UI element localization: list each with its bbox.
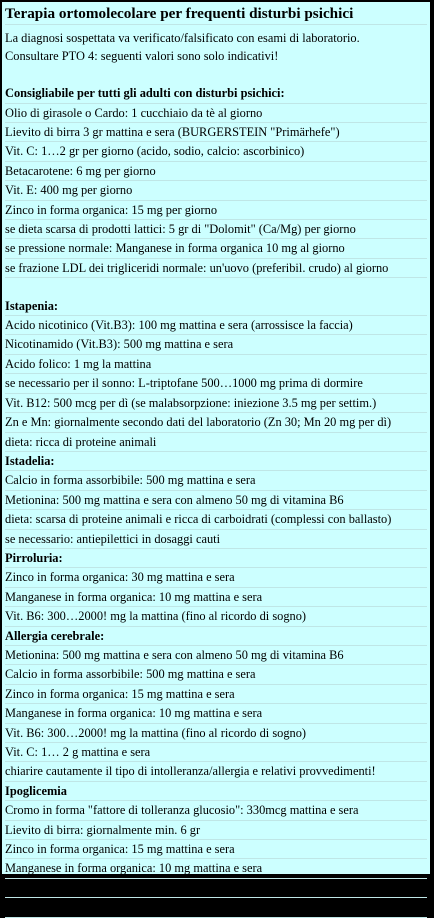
divider — [5, 24, 427, 25]
list-item: Zn e Mn: giornalmente secondo dati del laboratorio (Zn 30; Mn 20 mg per dì) — [5, 415, 392, 430]
sections-container — [2, 84, 430, 917]
section-heading: Allergia cerebrale: — [5, 628, 105, 643]
list-item: Multivitamine: a basso dosaggio preferibilmente senza rame — [5, 880, 305, 895]
list-item: chiarire cautamente il tipo di intolleranza/allergia e relativi provvedimenti! — [5, 764, 376, 779]
list-item: Vit. C: 1… 2 g mattina e sera — [5, 745, 151, 759]
section-heading: Istapenia: — [5, 298, 59, 313]
list-item: Zinco in forma organica: 15 mg per giorno — [5, 202, 218, 217]
list-item: Vit. C: 1…2 gr per giorno (acido, sodio, calcio: ascorbinico) — [5, 144, 305, 159]
list-item: se frazione LDL dei trigliceridi normale: un'uovo (preferibil. crudo) al giorno — [5, 260, 389, 275]
list-item: Lievito di birra: giornalmente min. 6 gr — [5, 822, 201, 837]
list-item: Nicotinamido (Vit.B3): 500 mg mattina e sera — [5, 337, 234, 352]
list-item: Manganese in forma organica: 10 mg mattina e sera — [5, 589, 263, 604]
list-item: se dieta scarsa di prodotti lattici: 5 gr di "Dolomit" (Ca/Mg) per giorno — [5, 222, 356, 237]
list-item: Metionina: 500 mg mattina e sera con almeno 50 mg di vitamina B6 — [5, 647, 344, 662]
list-item: Cromo in forma "fattore di tolleranza glucosio": 330mcg mattina e sera — [5, 803, 359, 818]
list-item: Betacarotene: 6 mg per giorno — [5, 163, 156, 178]
list-item: Olio di girasole o Cardo: 1 cucchiaio da tè al giorno — [5, 105, 263, 120]
list-item: Calcio in forma assorbibile: 500 mg mattina e sera — [5, 473, 256, 488]
section-heading: Pirroluria: — [5, 550, 63, 565]
page-title: Terapia ortomolecolare per frequenti disturbi psichici — [5, 5, 354, 22]
section-heading: Ipoglicemia — [5, 783, 67, 798]
intro-line: Consultare PTO 4: seguenti valori sono solo indicativi! — [5, 49, 279, 64]
therapy-panel — [2, 2, 430, 915]
intro-line: La diagnosi sospettata va verificato/falsificato con esami di laboratorio. — [5, 31, 360, 45]
list-item: Zinco in forma organica: 15 mg mattina e sera — [5, 842, 235, 857]
list-item: Zinco in forma organica: 30 mg mattina e sera — [5, 570, 235, 585]
spacer — [2, 66, 430, 84]
list-item: Calcio in forma assorbibile: 500 mg mattina e sera — [5, 667, 256, 682]
list-item: Zinco in forma organica: 15 mg mattina e sera — [5, 686, 235, 701]
list-item: se necessario: antiepilettici in dosaggi cauti — [5, 531, 221, 546]
spacer — [2, 278, 430, 296]
list-item: Vit. B6: 300…2000! mg la mattina (fino al ricordo di sogno) — [5, 725, 307, 740]
section-heading: Istadelia: — [5, 453, 55, 468]
section-heading: Consigliabile per tutti gli adulti con disturbi psichici: — [5, 86, 285, 101]
list-item: Lievito di birra 3 gr mattina e sera (BURGERSTEIN "Primärhefe") — [5, 125, 340, 140]
list-item: Vit. B12: 500 mcg per dì (se malabsorpzione: iniezione 3.5 mg per settim.) — [5, 395, 377, 410]
list-item: Vit. B6: 300…2000! mg la mattina (fino al ricordo di sogno) — [5, 609, 307, 624]
list-item: Manganese in forma organica: 10 mg mattina e sera — [5, 706, 263, 721]
list-item: se necessario per il sonno: L-triptofane 500…1000 mg prima di dormire — [5, 376, 363, 391]
list-item: Vit. E: 400 mg per giorno — [5, 183, 133, 198]
list-item: Acido nicotinico (Vit.B3): 100 mg mattina e sera (arrossisce la faccia) — [5, 318, 353, 333]
list-item: dieta: ricca di proteine animali — [5, 434, 157, 449]
list-item: Metionina: 500 mg mattina e sera con almeno 50 mg di vitamina B6 — [5, 492, 344, 507]
intro-block — [2, 29, 430, 66]
list-item: se pressione normale: Manganese in forma organica 10 mg al giorno — [5, 241, 345, 256]
list-item: Manganese in forma organica: 10 mg mattina e sera — [5, 861, 263, 876]
list-item: dieta: scarsa di proteine animali e ricca di carboidrati (complessi con ballasto) — [5, 512, 392, 527]
list-item: Acido folico: 1 mg la mattina — [5, 356, 152, 371]
list-item: dieta: scarso zuccheri, alcool, farina bianca e caffè — [5, 900, 255, 915]
